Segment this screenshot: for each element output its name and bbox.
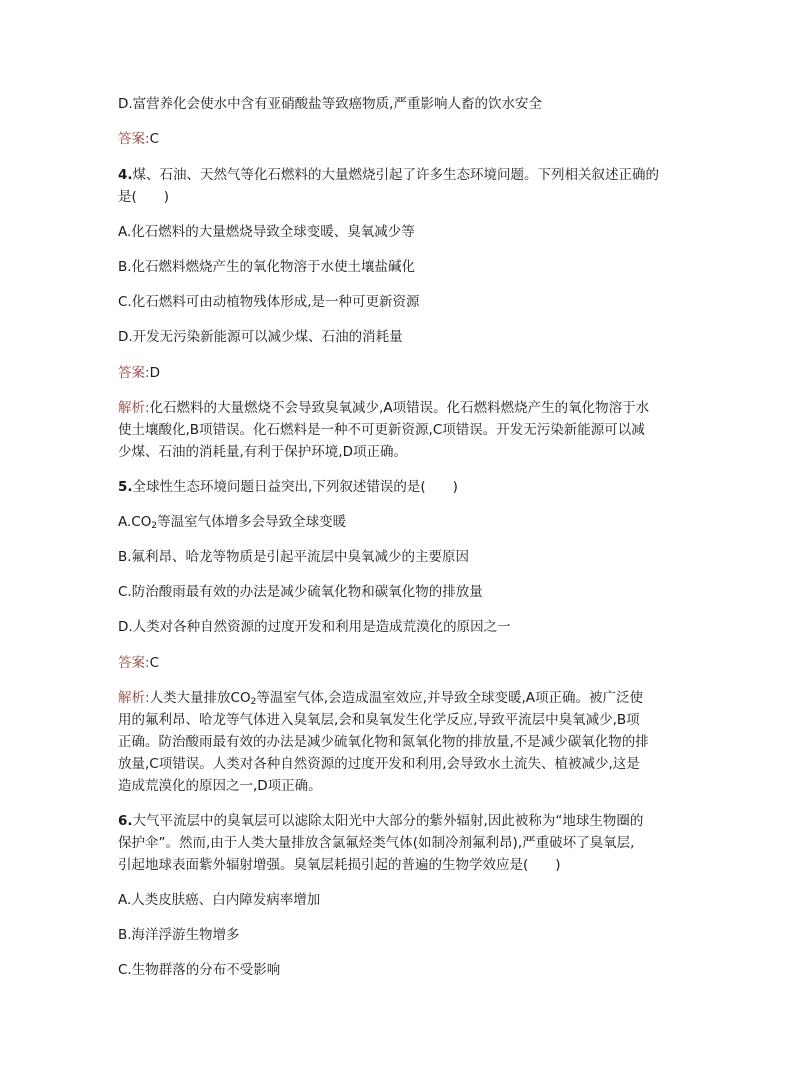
subscript: 2 [151, 521, 158, 531]
q6-option-a: A.人类皮肤癌、白内障发病率增加 [118, 892, 321, 908]
answer-value: C [149, 131, 159, 147]
q5-option-a [118, 512, 346, 536]
q6-option-b: B.海洋浮游生物增多 [118, 927, 240, 943]
subscript: 2 [250, 697, 257, 707]
q4-option-c: C.化石燃料可由动植物残体形成,是一种可更新资源 [118, 294, 420, 310]
q4-option-b: B.化石燃料燃烧产生的氧化物溶于水使土壤盐碱化 [118, 259, 416, 275]
explanation-label: 解析: [118, 400, 150, 416]
q5-option-b: B.氟利昂、哈龙等物质是引起平流层中臭氧减少的主要原因 [118, 549, 470, 565]
q6-stem-line2: 保护伞”。然而,由于人类大量排放含氯氟烃类气体(如制冷剂氟利昂),严重破坏了臭氧层, [118, 835, 635, 851]
q5-stem [118, 477, 458, 497]
answer-label: 答案: [118, 655, 150, 671]
answer-value: C [149, 655, 159, 671]
q6-option-c: C.生物群落的分布不受影响 [118, 962, 281, 978]
q4-answer [118, 363, 160, 383]
q4-explanation-line3: 少煤、石油的消耗量,有利于保护环境,D项正确。 [118, 444, 407, 460]
q5-explanation-line3: 正确。防治酸雨最有效的办法是减少硫氧化物和氮氧化物的排放量,不是减少碳氧化物的排 [118, 734, 649, 750]
q5-explanation-line2: 用的氟利昂、哈龙等气体进入臭氧层,会和臭氧发生化学反应,导致平流层中臭氧减少,B项 [118, 712, 640, 728]
option-text: A.CO [118, 514, 152, 530]
q4-stem-line2: 是( ) [118, 189, 170, 205]
q6-stem-text: 大气平流层中的臭氧层可以滤除太阳光中大部分的紫外辐射,因此被称为“地球生物圈的 [132, 813, 644, 829]
answer-label: 答案: [118, 365, 150, 381]
q5-option-c: C.防治酸雨最有效的办法是减少硫氧化物和碳氧化物的排放量 [118, 584, 483, 600]
answer-label: 答案: [118, 131, 150, 147]
q4-number: 4. [118, 167, 133, 183]
q4-explanation-line2: 使土壤酸化,B项错误。化石燃料是一种不可更新资源,C项错误。开发无污染新能源可以减 [118, 422, 645, 438]
q5-explanation-line5: 造成荒漠化的原因之一,D项正确。 [118, 778, 322, 794]
answer-value: D [149, 365, 160, 381]
q5-option-d: D.人类对各种自然资源的过度开发和利用是造成荒漠化的原因之一 [118, 619, 511, 635]
q5-number: 5. [118, 479, 133, 495]
q4-explanation-line1 [118, 398, 649, 418]
explanation-text: 等温室气体,会造成温室效应,并导致全球变暖,A项正确。被广泛使 [256, 690, 643, 706]
option-text: 等温室气体增多会导致全球变暖 [157, 514, 347, 530]
q6-number: 6. [118, 813, 133, 829]
q6-stem-line3: 引起地球表面紫外辐射增强。臭氧层耗损引起的普遍的生物学效应是( ) [118, 857, 561, 873]
q3-option-d: D.富营养化会使水中含有亚硝酸盐等致癌物质,严重影响人畜的饮水安全 [118, 96, 542, 112]
q4-option-a: A.化石燃料的大量燃烧导致全球变暖、臭氧减少等 [118, 224, 415, 240]
q6-stem-line1 [118, 811, 643, 831]
q4-stem-line1 [118, 165, 659, 185]
q3-answer [118, 129, 159, 149]
q5-answer [118, 653, 159, 673]
q4-option-d: D.开发无污染新能源可以减少煤、石油的消耗量 [118, 329, 403, 345]
q5-stem-text: 全球性生态环境问题日益突出,下列叙述错误的是( ) [132, 479, 458, 495]
explanation-label: 解析: [118, 690, 150, 706]
q5-explanation-line4: 放量,C项错误。人类对各种自然资源的过度开发和利用,会导致水土流失、植被减少,这是 [118, 756, 640, 772]
q5-explanation-line1 [118, 688, 643, 712]
explanation-text: 人类大量排放CO [149, 690, 251, 706]
explanation-text: 化石燃料的大量燃烧不会导致臭氧减少,A项错误。化石燃料燃烧产生的氧化物溶于水 [149, 400, 650, 416]
q4-stem-text: 煤、石油、天然气等化石燃料的大量燃烧引起了许多生态环境问题。下列相关叙述正确的 [132, 167, 660, 183]
